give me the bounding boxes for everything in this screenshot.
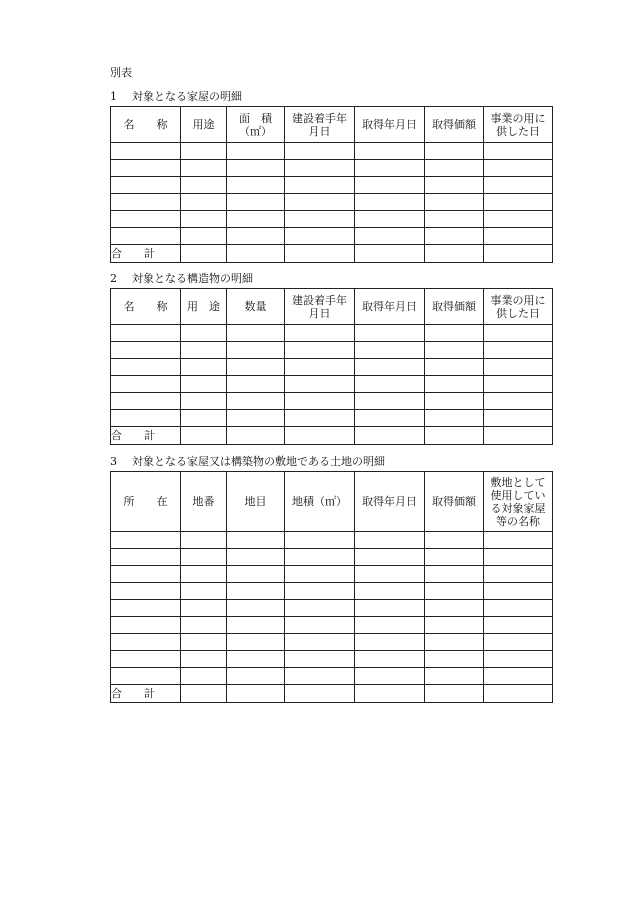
table-row: [111, 177, 553, 194]
section-3-heading: [110, 453, 385, 469]
table-row: [111, 228, 553, 245]
header-construction-start-date: 建設着手年 月日: [285, 289, 355, 325]
table-row: [111, 376, 553, 393]
table-row: [111, 651, 553, 668]
table-row: [111, 342, 553, 359]
section-1-number: 1: [110, 90, 117, 103]
table-row: [111, 160, 553, 177]
appendix-title: 別表: [110, 66, 132, 79]
header-use: 用 途: [181, 289, 227, 325]
total-label: 合 計: [111, 685, 181, 703]
header-quantity: 数量: [227, 289, 285, 325]
header-lot-number: 地番: [181, 472, 227, 532]
table-row: [111, 194, 553, 211]
header-land-category: 地目: [227, 472, 285, 532]
table-row: [111, 410, 553, 427]
section-3-number: 3: [110, 455, 117, 468]
land-table: [110, 471, 553, 703]
table-row: [111, 325, 553, 342]
table-row: [111, 359, 553, 376]
table-row: [111, 566, 553, 583]
table-row: [111, 143, 553, 160]
section-1-title: 対象となる家屋の明細: [132, 90, 242, 103]
header-name: 名 称: [111, 289, 181, 325]
header-acquisition-date: 取得年月日: [355, 107, 425, 143]
section-2-title: 対象となる構造物の明細: [132, 272, 253, 285]
header-name: 名 称: [111, 107, 181, 143]
structures-table: [110, 288, 553, 445]
header-land-area: 地積（㎡）: [285, 472, 355, 532]
header-location: 所 在: [111, 472, 181, 532]
header-acquisition-date: 取得年月日: [355, 289, 425, 325]
section-3-title: 対象となる家屋又は構築物の敷地である土地の明細: [132, 455, 385, 468]
total-row: [111, 427, 553, 445]
total-label: 合 計: [111, 427, 181, 445]
section-1-heading: [110, 88, 242, 104]
table-header-row: [111, 107, 553, 143]
header-use: 用途: [181, 107, 227, 143]
table-row: [111, 617, 553, 634]
table-row: [111, 532, 553, 549]
header-business-use-date: 事業の用に 供した日: [484, 107, 553, 143]
table-row: [111, 600, 553, 617]
table-row: [111, 549, 553, 566]
header-site-building-name: 敷地として 使用してい る対象家屋 等の名称: [484, 472, 553, 532]
total-row: [111, 245, 553, 263]
table-row: [111, 583, 553, 600]
header-acquisition-price: 取得価額: [425, 289, 484, 325]
header-construction-start-date: 建設着手年 月日: [285, 107, 355, 143]
table-header-row: [111, 289, 553, 325]
header-acquisition-date: 取得年月日: [355, 472, 425, 532]
header-floor-area: 面 積 （㎡）: [227, 107, 285, 143]
table-header-row: [111, 472, 553, 532]
total-label: 合 計: [111, 245, 181, 263]
section-2-number: 2: [110, 272, 117, 285]
table-row: [111, 634, 553, 651]
buildings-table: [110, 106, 553, 263]
header-business-use-date: 事業の用に 供した日: [484, 289, 553, 325]
table-row: [111, 211, 553, 228]
table-row: [111, 668, 553, 685]
total-row: [111, 685, 553, 703]
section-2-heading: [110, 270, 253, 286]
header-acquisition-price: 取得価額: [425, 472, 484, 532]
table-row: [111, 393, 553, 410]
header-acquisition-price: 取得価額: [425, 107, 484, 143]
